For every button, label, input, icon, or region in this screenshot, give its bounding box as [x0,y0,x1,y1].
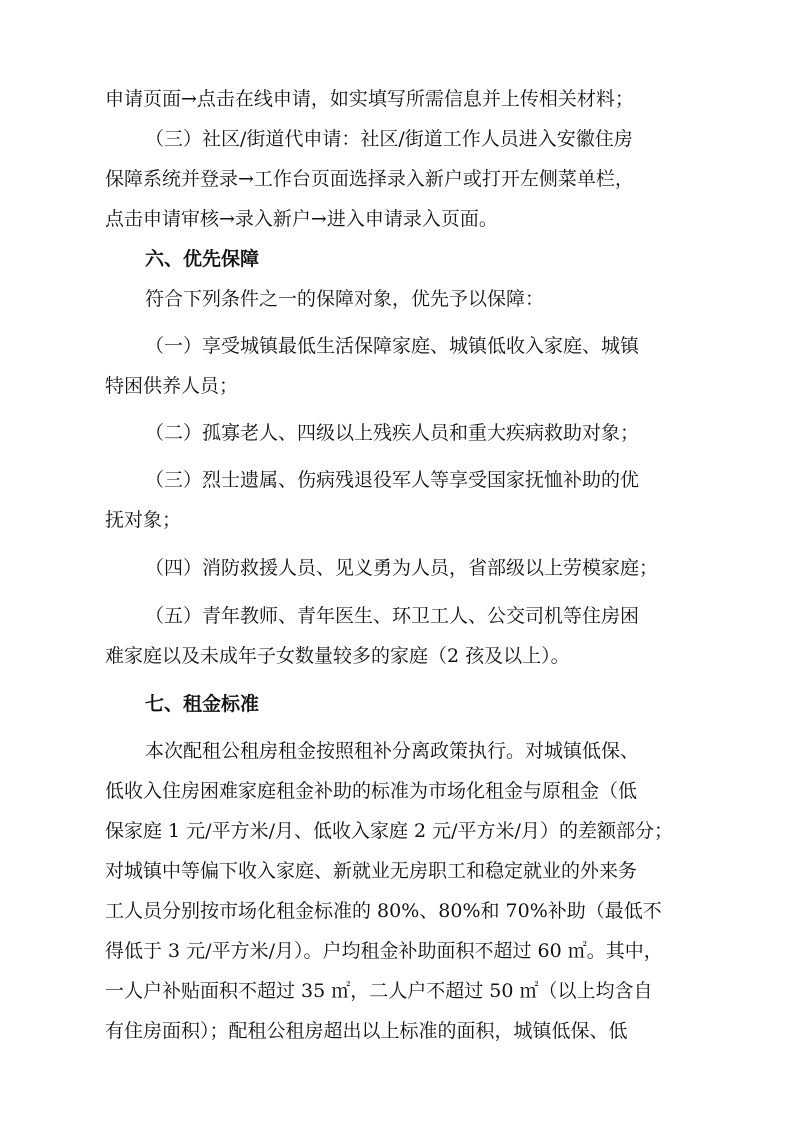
text-line [0,460,792,500]
text-line [0,199,792,239]
line-text: （三）社区/街道代申请：社区/街道工作人员进入安徽住房 [145,128,633,150]
line-text: 有住房面积）；配租公租房超出以上标准的面积，城镇低保、低 [105,1020,628,1042]
section-heading [0,239,792,279]
line-text: 符合下列条件之一的保障对象，优先予以保障： [145,288,545,310]
line-text: 本次配租公租房租金按照租补分离政策执行。对城镇低保、 [145,740,640,762]
text-line [0,159,792,199]
line-text: （五）青年教师、青年医生、环卫工人、公交司机等住房困 [145,605,640,627]
line-text: 点击申请审核→录入新户→进入申请录入页面。 [105,208,498,230]
heading-text: 七、租金标准 [145,693,260,715]
text-line [0,771,792,811]
text-line [0,931,792,971]
line-text: （二）孤寡老人、四级以上残疾人员和重大疾病救助对象； [145,422,640,444]
text-line [0,366,792,406]
line-text: 对城镇中等偏下收入家庭、新就业无房职工和稳定就业的外来务 [105,860,638,882]
text-line [0,119,792,159]
line-text: 一人户补贴面积不超过 35 ㎡，二人户不超过 50 ㎡（以上均含自 [105,980,653,1002]
line-text: 特困供养人员； [105,375,239,397]
text-line [0,279,792,319]
text-line [0,548,792,588]
text-line [0,811,792,851]
line-text: （四）消防救援人员、见义勇为人员，省部级以上劳模家庭； [145,557,659,579]
line-text: （一）享受城镇最低生活保障家庭、城镇低收入家庭、城镇 [145,335,640,357]
line-text: 工人员分别按市场化租金标准的 80%、80%和 70%补助（最低不 [105,900,662,922]
text-line [0,731,792,771]
heading-text: 六、优先保障 [145,248,260,270]
text-line [0,79,792,119]
line-text: 保家庭 1 元/平方米/月、低收入家庭 2 元/平方米/月）的差额部分； [105,820,673,842]
line-text: （三）烈士遗属、伤病残退役军人等享受国家抚恤补助的优 [145,469,640,491]
line-text: 保障系统并登录→工作台页面选择录入新户或打开左侧菜单栏， [105,168,634,190]
text-line [0,500,792,540]
section-heading [0,684,792,724]
text-line [0,596,792,636]
text-line [0,971,792,1011]
text-line [0,636,792,676]
line-text: 抚对象； [105,509,182,531]
text-line [0,1011,792,1051]
line-text: 得低于 3 元/平方米/月）。户均租金补助面积不超过 60 ㎡。其中， [105,940,663,962]
text-line [0,413,792,453]
line-text: 申请页面→点击在线申请，如实填写所需信息并上传相关材料； [105,88,634,110]
line-text: 难家庭以及未成年子女数量较多的家庭（2 孩及以上）。 [105,645,570,667]
text-line [0,851,792,891]
text-line [0,891,792,931]
line-text: 低收入住房困难家庭租金补助的标准为市场化租金与原租金（低 [105,780,638,802]
text-line [0,326,792,366]
